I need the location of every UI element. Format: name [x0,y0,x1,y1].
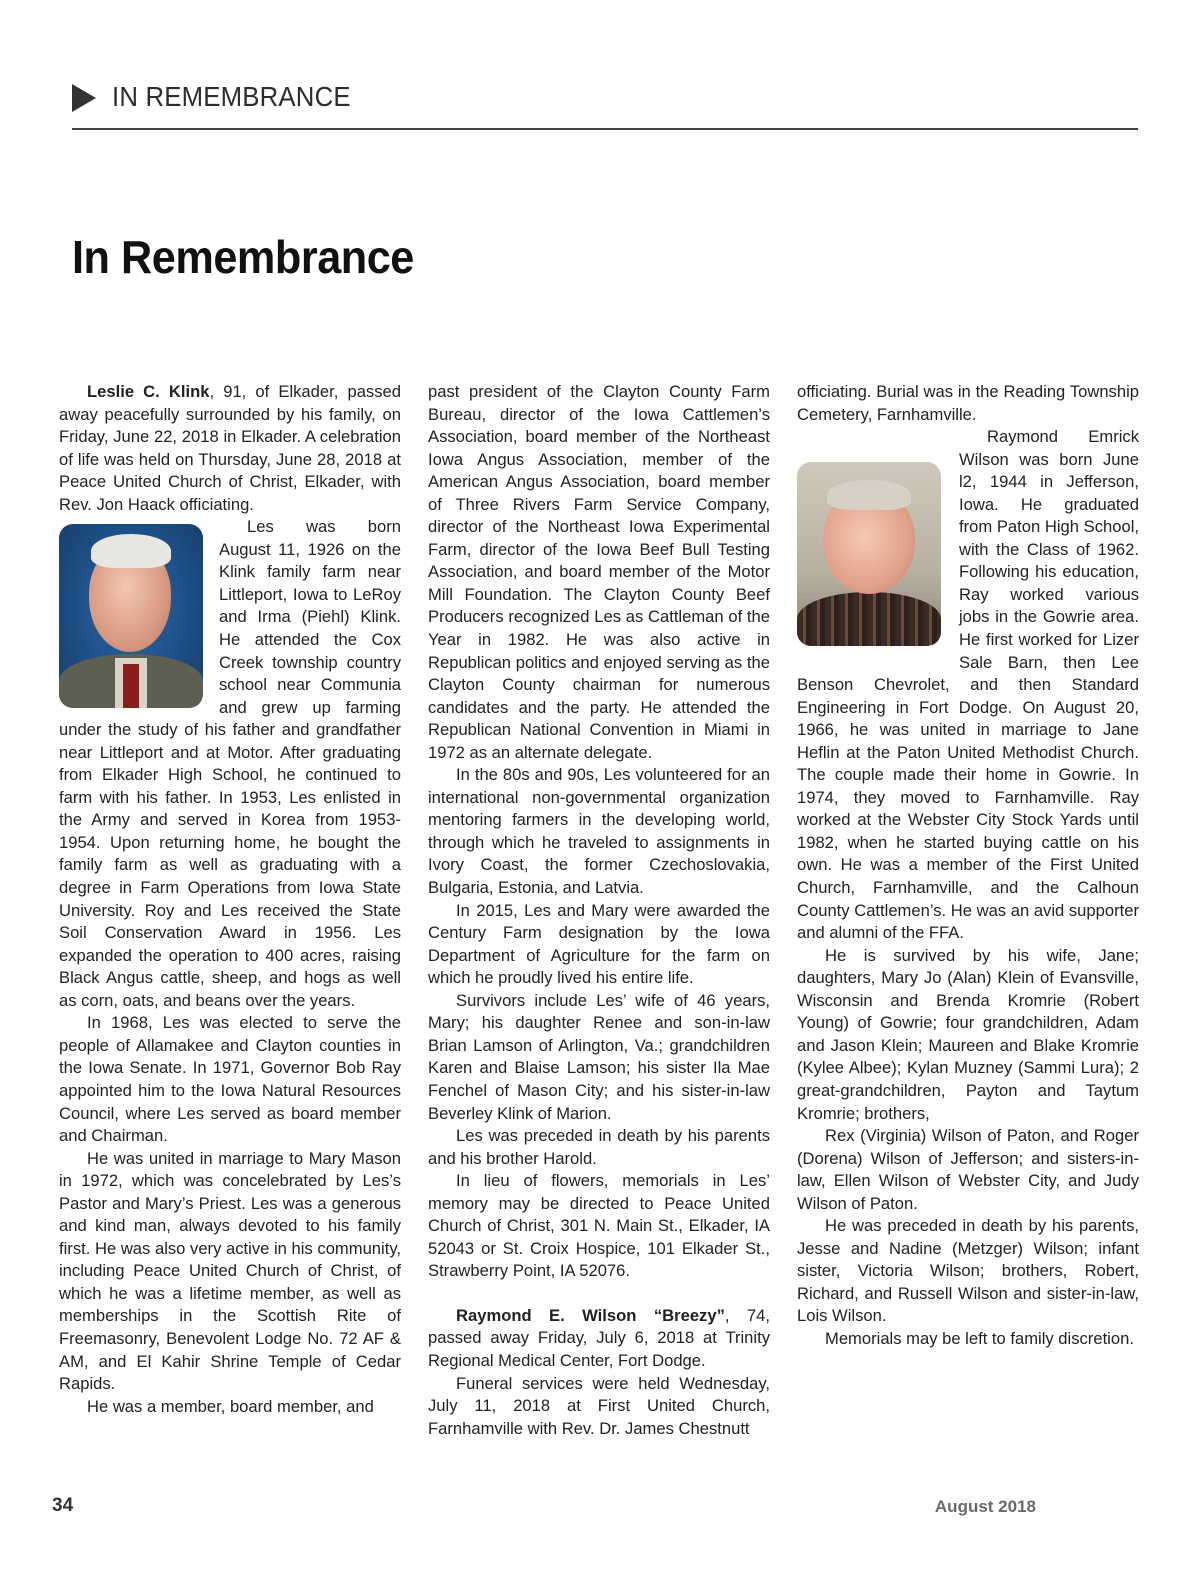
obituary-intro-text: , 74, passed away Friday, July 6, 2018 at Trinity Regional Medical Center, Fort Dodge. [428,1305,770,1370]
paragraph: Les was preceded in death by his parents and his brother Harold. [428,1126,770,1168]
paragraph-continued: past president of the Clayton County Farm Bureau, director of the Iowa Cattlemen’s Association, board member of the Northeast Iowa Angus Association, member of the American Angus Association, board member of Three Rivers Farm Service Company, director of the Northeast Iowa Experimental Farm, director of the Iowa Beef Bull Testing Association, and board member of the Motor Mill Foundation. The Clayton County Beef Producers recognized Les as Cattleman of the Year in 1982. He was also active in Republican politics and enjoyed serving as the Clayton County chairman for numerous candidates and the party. He attended the Republican National Convention in Miami in 1972 as an alternate delegate. [428,382,770,762]
paragraph: Raymond Emrick Wilson was born June l2, 1944 in Jefferson, Iowa. He graduated from Paton High School, with the Class of 1962. Following his education, Ray worked various jobs in the Gowrie area. He first worked for Lizer Sale Barn, then Lee Benson Chevrolet, and then Standard Engineering in Fort Dodge. On August 20, 1966, he was united in marriage to Jane Heflin at the Paton United Methodist Church. The couple made their home in Gowrie. In 1974, they moved to Farnhamville. Ray worked at the Webster City Stock Yards until 1982, when he started buying cattle on his own. He was a member of the First United Church, Farnhamville, and the Calhoun County Cattlemen’s. He was an avid supporter and alumni of the FFA. [797,427,1139,943]
paragraph: Funeral services were held Wednesday, July 11, 2018 at First United Church, Farnhamville with Rev. Dr. James Chestnutt [428,1373,770,1438]
paragraph: He is survived by his wife, Jane; daughters, Mary Jo (Alan) Klein of Evansville, Wisconsin and Brenda Kromrie (Robert Young) of Gowrie; four grandchildren, Adam and Jason Klein; Maureen and Blake Kromrie (Kylee Albee); Kylan Muzney (Sammi Lura); 2 great-grandchildren, Payton and Taytum Kromrie; brothers, [797,945,1139,1123]
paragraph: In lieu of flowers, memorials in Les’ memory may be directed to Peace United Church of Christ, 301 N. Main St., Elkader, IA 52043 or St. Croix Hospice, 101 Elkader St., Strawberry Point, IA 52076. [428,1171,770,1281]
obituary-wilson-intro [428,1305,770,1373]
obituary-klink-intro [59,381,401,516]
page-title: In Remembrance [72,231,414,283]
paragraph: He was a member, board member, and [87,1396,374,1416]
obituary-name: Raymond E. Wilson “Breezy” [456,1305,725,1325]
article-column-2 [428,381,770,1440]
paragraph: He was united in marriage to Mary Mason in 1972, which was concelebrated by Les’s Pastor and Mary’s Priest. Les was a generous and kind man, always devoted to his family first. He was also very active in his community, including Peace United Church of Christ, of which he was a lifetime member, as well as memberships in the Scottish Rite of Freemasonry, Benevolent Lodge No. 72 AF & AM, and El Kahir Shrine Temple of Cedar Rapids. [59,1148,401,1394]
article-column-1 [59,381,401,1418]
paragraph: Les was born August 11, 1926 on the Klink family farm near Littleport, Iowa to LeRoy and Irma (Piehl) Klink. He attended the Cox Creek township country school near Communia and grew up farming under the study of his father and grandfather near Littleport and at Motor. After graduating from Elkader High School, he continued to farm with his father. In 1953, Les enlisted in the Army and served in Korea from 1953-1954. Upon returning home, he bought the family farm as well as graduating with a degree in Farm Operations from Iowa State University. Roy and Les received the State Soil Conservation Award in 1956. Les expanded the operation to 400 acres, raising Black Angus cattle, sheep, and hogs as well as corn, oats, and beans over the years. [59,517,401,1010]
play-arrow-icon [72,84,96,112]
paragraph: He was preceded in death by his parents, Jesse and Nadine (Metzger) Wilson; infant sister, Victoria Wilson; brothers, Robert, Richard, and Russell Wilson and sister-in-law, Lois Wilson. [797,1216,1139,1326]
page-number: 34 [52,1495,74,1516]
raymond-wilson-portrait [797,462,941,646]
paragraph: In 2015, Les and Mary were awarded the Century Farm designation by the Iowa Department of Agriculture for the farm on which he proudly lived his entire life. [428,900,770,988]
paragraph: In 1968, Les was elected to serve the people of Allamakee and Clayton counties in the Iowa Senate. In 1971, Governor Bob Ray appointed him to the Iowa Natural Resources Council, where Les served as board member and Chairman. [59,1013,401,1146]
obituary-name: Leslie C. Klink [87,382,210,401]
paragraph: In the 80s and 90s, Les volunteered for an international non-governmental organization mentoring farmers in the developing world, through which he traveled to assignments in Ivory Coast, the former Czechoslovakia, Bulgaria, Estonia, and Latvia. [428,765,770,898]
section-header [72,80,1138,130]
paragraph: Rex (Virginia) Wilson of Paton, and Roger (Dorena) Wilson of Jefferson; and sisters-in-law, Ellen Wilson of Webster City, and Judy Wilson of Paton. [797,1126,1139,1213]
paragraph: Memorials may be left to family discretion. [825,1328,1134,1348]
issue-date: August 2018 [934,1497,1036,1516]
section-label: IN REMEMBRANCE [112,81,351,112]
obituary-intro-text: , 91, of Elkader, passed away peacefully surrounded by his family, on Friday, June 22, 2018 in Elkader. A celebration of life was held on Thursday, June 28, 2018 at Peace United Church of Christ, Elkader, with Rev. Jon Haack officiating. [59,382,401,514]
article-column-3 [797,381,1139,1351]
leslie-klink-portrait [59,524,203,708]
paragraph: Survivors include Les’ wife of 46 years, Mary; his daughter Renee and son-in-law Brian Lamson of Arlington, Va.; grandchildren Karen and Blaise Lamson; his sister Ila Mae Fenchel of Mason City; and his sister-in-law Beverley Klink of Marion. [428,990,770,1123]
paragraph-continued: officiating. Burial was in the Reading Township Cemetery, Farnhamville. [797,382,1139,424]
